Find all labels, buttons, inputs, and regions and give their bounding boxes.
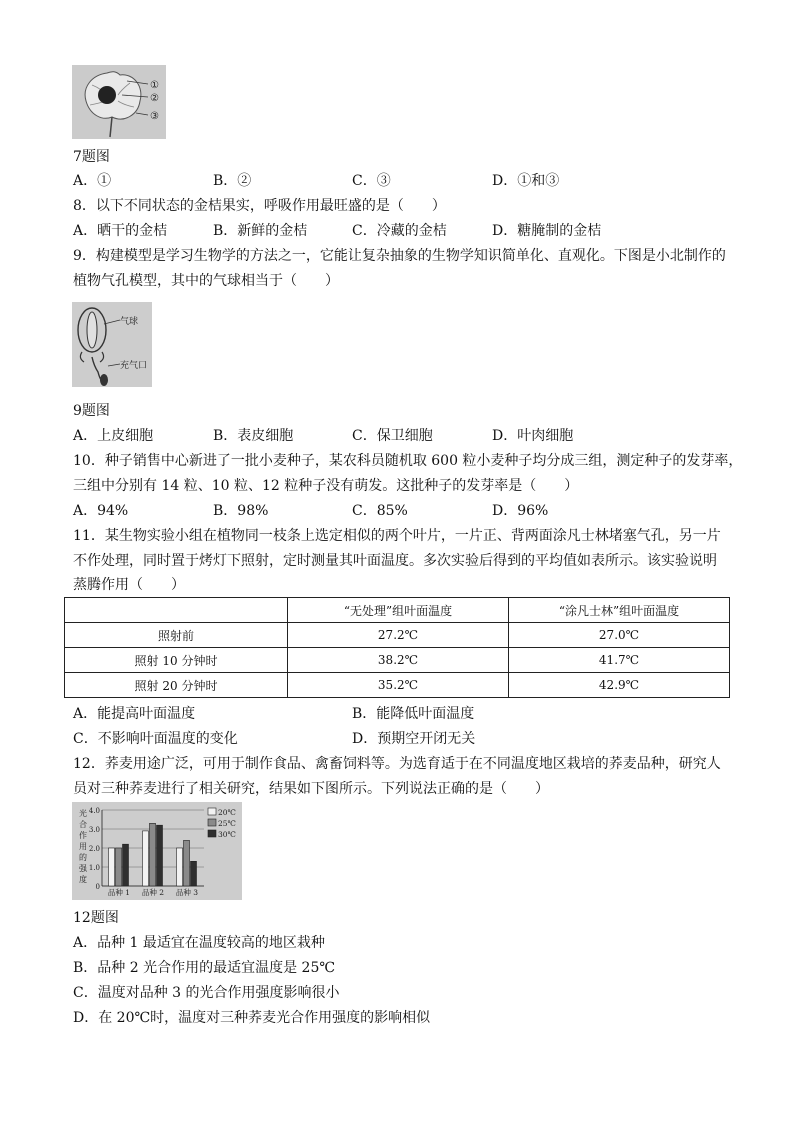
q9-fig-label-balloon: 气球 [120,317,139,327]
chart-ylabel-char: 作 [79,831,87,840]
q11-temperature-table [64,597,730,698]
chart-ylabel-char: 的 [79,853,87,862]
chart-ylabel-char: 度 [79,875,87,884]
q9-option-c[interactable]: C．保卫细胞 [352,428,433,444]
table-header-cell: “无处理”组叶面温度 [288,598,509,623]
q7-fig-label-1: ① [150,80,159,91]
q7-option-c[interactable]: C．③ [352,173,391,189]
chart-bar [150,823,156,886]
chart-legend-label: 25℃ [218,819,236,828]
table-cell: 27.0℃ [509,623,730,648]
q11-stem-line-3: 蒸腾作用（ ） [73,577,185,593]
q7-option-d[interactable]: D．①和③ [492,173,560,189]
chart-bar [177,848,183,886]
chart-xtick-label: 品种 2 [141,888,165,897]
q12-option-d[interactable]: D．在 20℃时，温度对三种荞麦光合作用强度的影响相似 [73,1010,431,1026]
chart-ytick-label: 0 [95,883,100,891]
q9-option-b[interactable]: B．表皮细胞 [213,428,294,444]
chart-ylabel-char: 光 [79,809,87,818]
chart-ylabel-char: 合 [79,820,87,829]
q12-stem-line-2: 员对三种荞麦进行了相关研究，结果如下图所示。下列说法正确的是（ ） [73,781,549,797]
q7-leaf-figure [72,65,166,139]
q8-option-a[interactable]: A．晒干的金桔 [73,223,168,239]
chart-ytick-label: 3.0 [88,826,100,834]
q11-stem-line-1: 11．某生物实验小组在植物同一枝条上选定相似的两个叶片，一片正、背两面涂凡士林堵塞气孔，另一片 [73,528,721,544]
table-cell: 42.9℃ [509,673,730,698]
table-cell: 41.7℃ [509,648,730,673]
q9-stomata-model-figure [72,302,152,387]
q8-option-c[interactable]: C．冷藏的金桔 [352,223,447,239]
table-header-cell: “涂凡士林”组叶面温度 [509,598,730,623]
q9-caption: 9题图 [73,403,110,419]
chart-ytick-label: 2.0 [88,845,100,853]
q10-option-d[interactable]: D．96% [492,503,549,519]
chart-bar [157,825,163,886]
chart-ytick-label: 1.0 [88,864,100,872]
chart-bar [191,861,197,886]
table-cell: 照射 20 分钟时 [65,673,288,698]
table-header-row [65,598,730,623]
chart-legend-swatch [208,819,216,826]
q7-option-a[interactable]: A．① [73,173,112,189]
chart-ylabel-char: 用 [79,842,87,851]
chart-legend-label: 30℃ [218,830,236,839]
q11-option-b[interactable]: B．能降低叶面温度 [352,706,475,722]
q10-option-c[interactable]: C．85% [352,503,408,519]
table-row [65,673,730,698]
chart-bar [116,848,122,886]
table-row [65,648,730,673]
q8-option-b[interactable]: B．新鲜的金桔 [213,223,308,239]
chart-bar [109,848,115,886]
chart-ylabel [79,808,88,884]
q11-option-c[interactable]: C．不影响叶面温度的变化 [73,731,238,747]
q9-stem-line-2: 植物气孔模型，其中的气球相当于（ ） [73,273,339,289]
chart-ylabel-char: 强 [79,864,87,873]
q12-option-a[interactable]: A．品种 1 最适宜在温度较高的地区栽种 [73,935,325,951]
q9-stem-line-1: 9．构建模型是学习生物学的方法之一，它能让复杂抽象的生物学知识简单化、直观化。下图是小北制作的 [73,248,726,264]
q7-fig-label-2: ② [150,93,159,104]
table-cell: 38.2℃ [288,648,509,673]
chart-legend-swatch [208,830,216,837]
q12-option-c[interactable]: C．温度对品种 3 的光合作用强度影响很小 [73,985,340,1001]
q11-option-a[interactable]: A．能提高叶面温度 [73,706,196,722]
q9-option-d[interactable]: D．叶肉细胞 [492,428,574,444]
chart-bar [123,844,129,886]
chart-bar [143,831,149,886]
q11-option-d[interactable]: D．预期空开闭无关 [352,731,476,747]
q10-stem-line-1: 10．种子销售中心新进了一批小麦种子，某农科员随机取 600 粒小麦种子均分成三组，测定种子的发芽率， [73,453,743,469]
chart-legend-swatch [208,808,216,815]
q10-option-b[interactable]: B．98% [213,503,269,519]
chart-xtick-label: 品种 1 [107,888,131,897]
q9-option-a[interactable]: A．上皮细胞 [73,428,154,444]
q7-option-b[interactable]: B．② [213,173,252,189]
chart-legend-label: 20℃ [218,808,236,817]
q10-stem-line-2: 三组中分别有 14 粒、10 粒、12 粒种子没有萌发。这批种子的发芽率是（ ） [73,478,579,494]
q7-caption: 7题图 [73,149,110,165]
q8-option-d[interactable]: D．糖腌制的金桔 [492,223,602,239]
q11-stem-line-2: 不作处理，同时置于烤灯下照射，定时测量其叶面温度。多次实验后得到的平均值如表所示。该实验说明 [73,553,717,569]
chart-bar [184,840,190,886]
q7-fig-label-3: ③ [150,111,159,122]
table-row [65,623,730,648]
chart-ytick-label: 4.0 [88,807,100,815]
chart-xtick-label: 品种 3 [175,888,199,897]
q12-option-b[interactable]: B．品种 2 光合作用的最适宜温度是 25℃ [73,960,336,976]
table-cell: 27.2℃ [288,623,509,648]
q12-stem-line-1: 12．荞麦用途广泛，可用于制作食品、禽畜饲料等。为选育适于在不同温度地区栽培的荞麦品种，研究人 [73,756,721,772]
q8-stem: 8．以下不同状态的金桔果实，呼吸作用最旺盛的是（ ） [73,198,446,214]
q10-option-a[interactable]: A．94% [73,503,129,519]
table-cell: 照射 10 分钟时 [65,648,288,673]
q12-bar-chart [72,802,242,900]
table-cell: 照射前 [65,623,288,648]
table-cell: 35.2℃ [288,673,509,698]
q12-caption: 12题图 [73,910,119,926]
table-header-cell [65,598,288,623]
q9-fig-label-inlet: 充气口 [120,361,148,371]
